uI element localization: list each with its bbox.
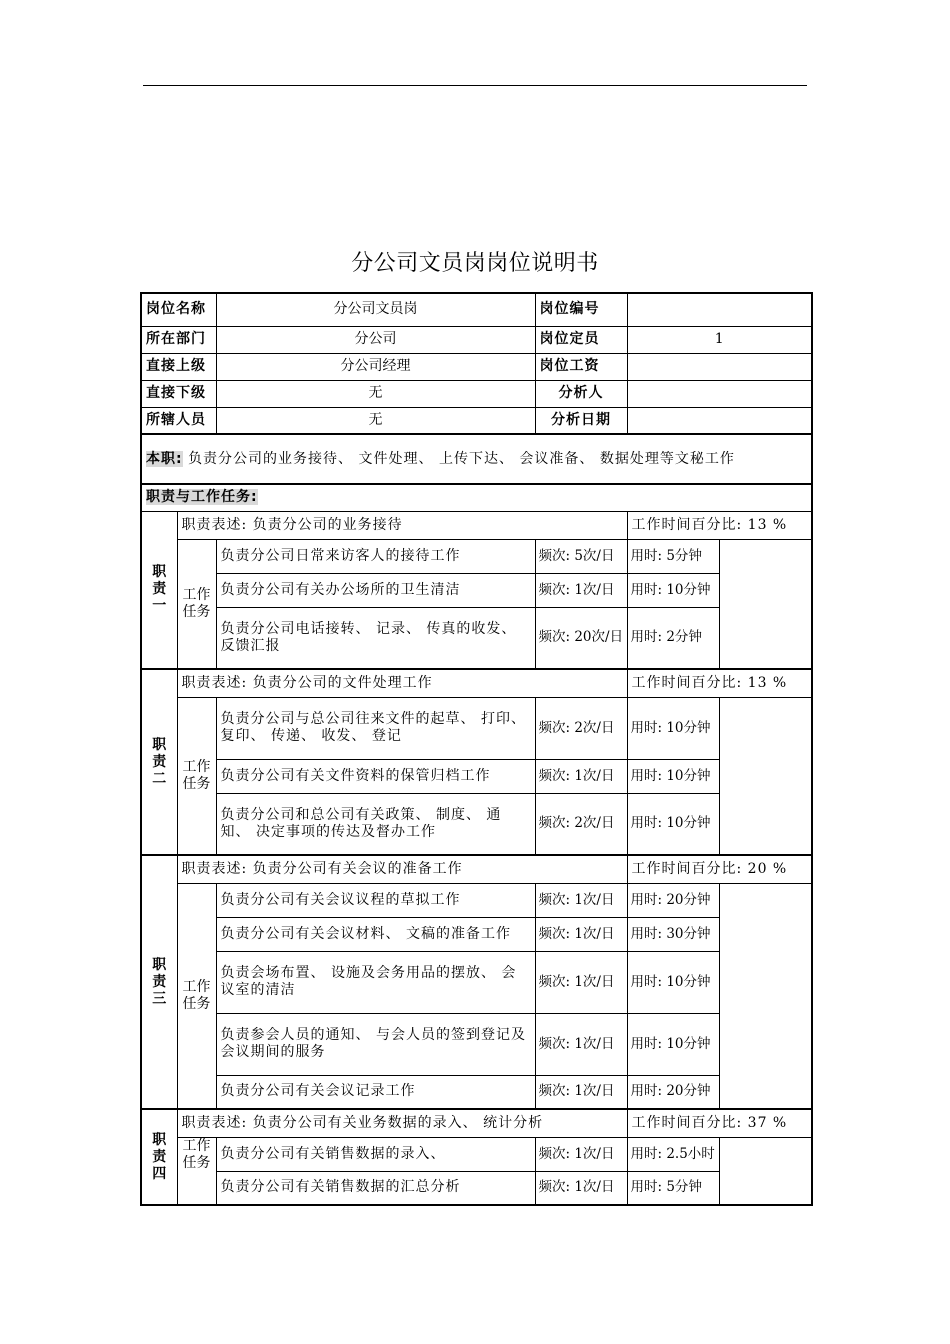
- task-duration: 用时: 5分钟: [627, 539, 719, 573]
- duty-desc-row: [141, 1109, 812, 1137]
- duty-summary: [141, 434, 812, 484]
- info-label: 分析日期: [535, 407, 627, 434]
- task-duration: 用时: 30分钟: [627, 917, 719, 951]
- job-description-table: [140, 292, 813, 1206]
- duty-pct: 工作时间百分比: 13 %: [627, 511, 812, 539]
- task-row: [141, 1013, 812, 1075]
- info-value: 无: [216, 407, 535, 434]
- task-row: [141, 697, 812, 759]
- task-frequency: 频次: 1次/日: [535, 883, 627, 917]
- task-frequency: 频次: 1次/日: [535, 1075, 627, 1109]
- info-label: 所在部门: [141, 326, 216, 353]
- task-text: 负责分公司有关会议议程的草拟工作: [216, 883, 535, 917]
- task-duration: 用时: 10分钟: [627, 573, 719, 607]
- task-row: [141, 1137, 812, 1171]
- info-label: 岗位名称: [141, 293, 216, 326]
- task-duration: 用时: 2分钟: [627, 607, 719, 669]
- duty-pct: 工作时间百分比: 37 %: [627, 1109, 812, 1137]
- task-frequency: 频次: 1次/日: [535, 951, 627, 1013]
- task-duration: 用时: 10分钟: [627, 951, 719, 1013]
- task-row: [141, 793, 812, 855]
- task-text: 负责分公司有关会议材料、 文稿的准备工作: [216, 917, 535, 951]
- task-duration: 用时: 5分钟: [627, 1171, 719, 1205]
- task-text: 负责分公司有关文件资料的保管归档工作: [216, 759, 535, 793]
- duty-summary-row: [141, 434, 812, 484]
- info-value: 无: [216, 380, 535, 407]
- task-frequency: 频次: 1次/日: [535, 1137, 627, 1171]
- task-label: 工作任务: [177, 883, 216, 1109]
- info-row: [141, 293, 812, 326]
- task-row: [141, 1075, 812, 1109]
- duty-name: 职责二: [141, 669, 177, 855]
- duty-desc: 职责表述: 负责分公司的业务接待: [177, 511, 627, 539]
- task-duration: 用时: 10分钟: [627, 793, 719, 855]
- section-title-cell: [141, 484, 812, 511]
- task-label: 工作任务: [177, 1137, 216, 1205]
- info-row: [141, 380, 812, 407]
- task-row: [141, 573, 812, 607]
- info-label: 直接上级: [141, 353, 216, 380]
- task-row: [141, 883, 812, 917]
- task-row: [141, 759, 812, 793]
- task-frequency: 频次: 2次/日: [535, 697, 627, 759]
- info-row: [141, 353, 812, 380]
- task-row: [141, 607, 812, 669]
- duty-desc-row: [141, 511, 812, 539]
- info-label: 所辖人员: [141, 407, 216, 434]
- task-text: 负责参会人员的通知、 与会人员的签到登记及会议期间的服务: [216, 1013, 535, 1075]
- task-row: [141, 539, 812, 573]
- task-row: [141, 951, 812, 1013]
- task-text: 负责分公司与总公司往来文件的起草、 打印、 复印、 传递、 收发、 登记: [216, 697, 535, 759]
- task-duration: 用时: 10分钟: [627, 759, 719, 793]
- task-duration: 用时: 10分钟: [627, 1013, 719, 1075]
- task-text: 负责分公司和总公司有关政策、 制度、 通知、 决定事项的传达及督办工作: [216, 793, 535, 855]
- task-label: 工作任务: [177, 539, 216, 669]
- task-frequency: 频次: 1次/日: [535, 1171, 627, 1205]
- task-text: 负责分公司日常来访客人的接待工作: [216, 539, 535, 573]
- duty-desc-row: [141, 669, 812, 697]
- duty-desc: 职责表述: 负责分公司的文件处理工作: [177, 669, 627, 697]
- info-label: 岗位编号: [535, 293, 627, 326]
- task-text: 负责分公司有关办公场所的卫生清洁: [216, 573, 535, 607]
- info-value: [627, 380, 812, 407]
- task-row: [141, 917, 812, 951]
- task-text: 负责分公司有关销售数据的录入、: [216, 1137, 535, 1171]
- info-label: 直接下级: [141, 380, 216, 407]
- info-value: [627, 293, 812, 326]
- task-duration: 用时: 20分钟: [627, 1075, 719, 1109]
- duty-desc-row: [141, 855, 812, 883]
- duty-desc: 职责表述: 负责分公司有关会议的准备工作: [177, 855, 627, 883]
- task-frequency: 频次: 1次/日: [535, 1013, 627, 1075]
- task-text: 负责会场布置、 设施及会务用品的摆放、 会议室的清洁: [216, 951, 535, 1013]
- task-frequency: 频次: 20次/日: [535, 607, 627, 669]
- duty-name: 职责三: [141, 855, 177, 1109]
- duty-pct: 工作时间百分比: 13 %: [627, 669, 812, 697]
- info-label: 岗位工资: [535, 353, 627, 380]
- duty-label: 本职:: [146, 451, 183, 467]
- info-label: 分析人: [535, 380, 627, 407]
- task-frequency: 频次: 1次/日: [535, 917, 627, 951]
- task-text: 负责分公司有关销售数据的汇总分析: [216, 1171, 535, 1205]
- task-frequency: 频次: 2次/日: [535, 793, 627, 855]
- info-value: [627, 407, 812, 434]
- duty-text: 负责分公司的业务接待、 文件处理、 上传下达、 会议准备、 数据处理等文秘工作: [188, 451, 735, 467]
- duty-pct: 工作时间百分比: 20 %: [627, 855, 812, 883]
- section-title-row: [141, 484, 812, 511]
- info-value: 1: [627, 326, 812, 353]
- duty-name: 职责一: [141, 511, 177, 669]
- task-duration: 用时: 10分钟: [627, 697, 719, 759]
- section-title: 职责与工作任务:: [146, 489, 258, 506]
- info-label: 岗位定员: [535, 326, 627, 353]
- task-text: 负责分公司电话接转、 记录、 传真的收发、 反馈汇报: [216, 607, 535, 669]
- page-title: 分公司文员岗岗位说明书: [351, 251, 599, 276]
- info-value: 分公司: [216, 326, 535, 353]
- info-row: [141, 407, 812, 434]
- header-rule: [143, 85, 807, 86]
- duty-desc: 职责表述: 负责分公司有关业务数据的录入、 统计分析: [177, 1109, 627, 1137]
- task-text: 负责分公司有关会议记录工作: [216, 1075, 535, 1109]
- task-label: 工作任务: [177, 697, 216, 855]
- task-duration: 用时: 20分钟: [627, 883, 719, 917]
- task-frequency: 频次: 5次/日: [535, 539, 627, 573]
- info-value: 分公司文员岗: [216, 293, 535, 326]
- duty-name: 职责四: [141, 1109, 177, 1205]
- task-frequency: 频次: 1次/日: [535, 573, 627, 607]
- task-frequency: 频次: 1次/日: [535, 759, 627, 793]
- task-row: [141, 1171, 812, 1205]
- info-row: [141, 326, 812, 353]
- info-value: [627, 353, 812, 380]
- info-value: 分公司经理: [216, 353, 535, 380]
- task-duration: 用时: 2.5小时: [627, 1137, 719, 1171]
